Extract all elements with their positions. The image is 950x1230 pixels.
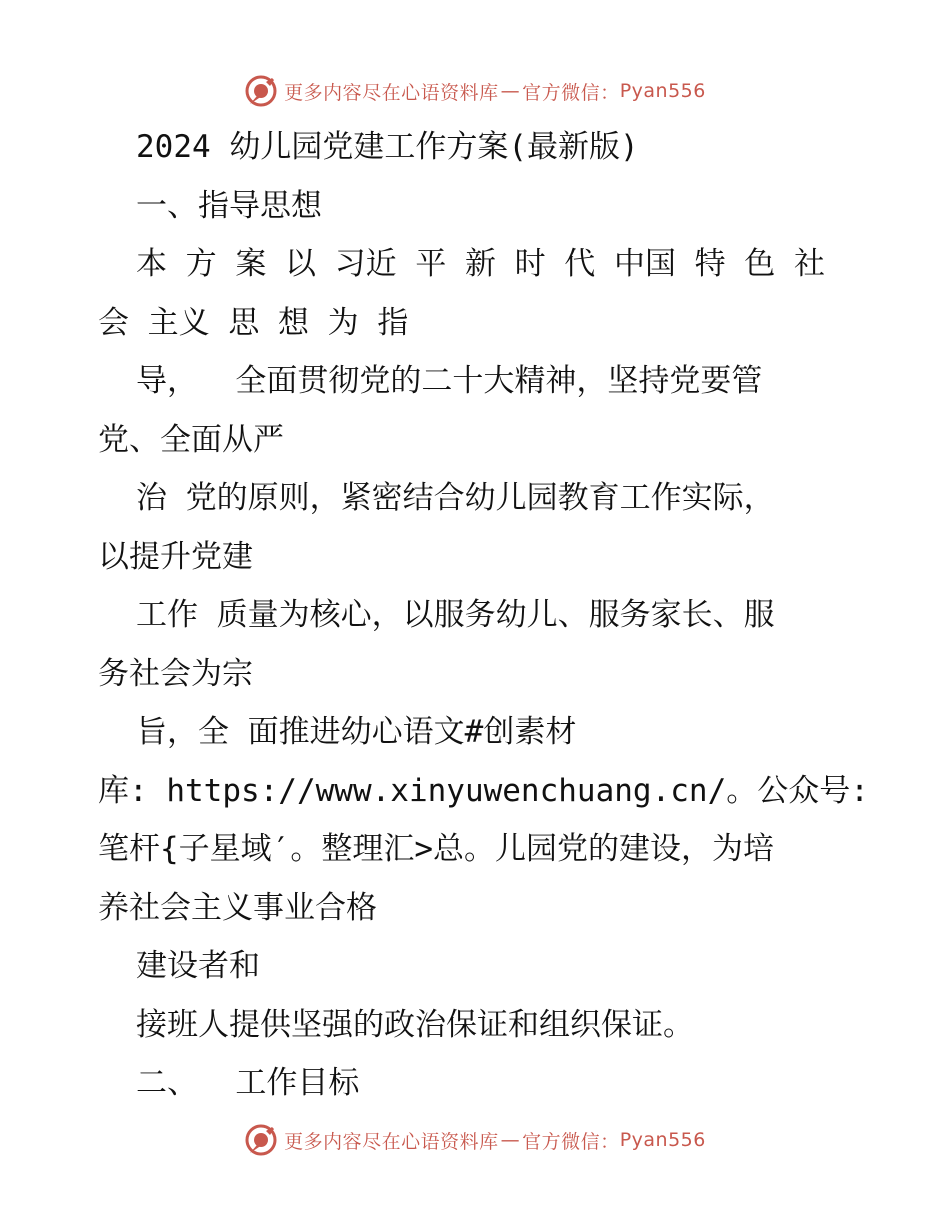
pen-circle-logo-icon	[244, 74, 278, 108]
body-line: 旨，全 面推进幼心语文#创素材	[136, 714, 577, 750]
document-body	[98, 118, 869, 1113]
body-line: 会 主义 思 想 为 指	[98, 304, 409, 341]
watermark-wechat-id: Pyan556	[619, 80, 706, 102]
body-line: 党、全面从严	[98, 421, 284, 458]
footer-watermark-banner	[0, 1120, 950, 1160]
body-line: 笔杆{子星域′。整理汇>总。儿园党的建设，为培	[98, 831, 774, 867]
body-line: 治 党的原则，紧密结合幼儿园教育工作实际，	[136, 480, 775, 516]
watermark-wechat-label: 官方微信：	[522, 81, 620, 104]
watermark-site-text: 更多内容尽在心语资料库	[284, 1130, 499, 1153]
watermark-wechat-id: Pyan556	[619, 1129, 706, 1151]
body-line: 建设者和	[136, 948, 260, 984]
watermark-dash: —	[500, 1129, 521, 1151]
body-line: 导， 全面贯彻党的二十大精神，坚持党要管	[136, 363, 763, 399]
watermark-dash: —	[500, 80, 521, 102]
body-line: 库: https://www.xinyuwenchuang.cn/。公众号:	[98, 772, 869, 809]
section-heading: 一、指导思想	[136, 187, 322, 224]
pen-circle-logo-icon	[244, 1123, 278, 1157]
section-heading: 二、 工作目标	[136, 1065, 360, 1101]
header-watermark-banner	[0, 71, 950, 111]
body-line: 本 方 案 以 习近 平 新 时 代 中国 特 色 社	[136, 246, 825, 282]
body-line: 工作 质量为核心，以服务幼儿、服务家长、服	[136, 597, 775, 633]
body-line: 务社会为宗	[98, 655, 253, 692]
body-line: 养社会主义事业合格	[98, 889, 377, 926]
document-title: 2024 幼儿园党建工作方案(最新版)	[136, 129, 639, 165]
watermark-site-text: 更多内容尽在心语资料库	[284, 81, 499, 104]
body-line: 以提升党建	[98, 538, 253, 575]
watermark-wechat-label: 官方微信：	[522, 1130, 620, 1153]
body-line: 接班人提供坚强的政治保证和组织保证。	[136, 1006, 694, 1043]
